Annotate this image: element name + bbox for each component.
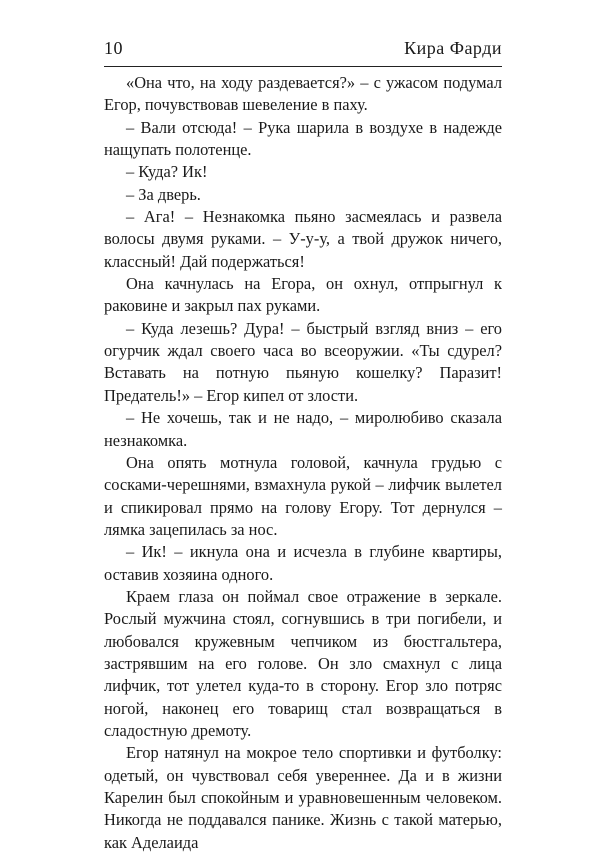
paragraph: Краем глаза он поймал свое отражение в зеркале. Рослый мужчина стоял, согнувшись в три погибели, и любовался кружевным чепчиком из бюстгальтера, застрявшим на его голове. Он зло смахнул с лица лифчик, тот улетел куда-то в сторону. Егор зло потряс ногой, наконец его товарищ стал возвращаться в сладостную дремоту. [104,586,502,740]
author-name: Кира Фарди [404,38,502,58]
header-rule [104,66,502,67]
paragraph: – Не хочешь, так и не надо, – миролюбиво сказала незнакомка. [104,408,502,450]
paragraph: – Ага! – Незнакомка пьяно засмеялась и развела волосы двумя руками. – У-у-у, а твой дружок ничего, классный! Дай подержаться! [104,207,502,271]
paragraph: – Вали отсюда! – Рука шарила в воздухе в надежде нащупать полотенце. [104,117,502,160]
paragraph: «Она что, на ходу раздевается?» – с ужасом подумал Егор, почувствовав шевеление в паху. [104,73,502,115]
paragraph: Она опять мотнула головой, качнула грудью с сосками-черешнями, взмахнула рукой – лифчик вылетел и спикировал прямо на голову Егору. Тот дернулся – лямка зацепилась за нос. [104,452,502,539]
body-text [104,72,502,854]
paragraph: – За дверь. [126,184,201,204]
paragraph: Она качнулась на Егора, он охнул, отпрыгнул к раковине и закрыл пах руками. [104,274,502,316]
paragraph: – Ик! – икнула она и исчезла в глубине квартиры, оставив хозяина одного. [104,542,502,584]
paragraph: – Куда лезешь? Дура! – быстрый взгляд вниз – его огурчик ждал своего часа во всеоружии. «Ты сдурел? Вставать на потную пьяную кошелку? Паразит! Предатель!» – Егор кипел от злости. [104,318,502,405]
paragraph: – Куда? Ик! [126,162,208,182]
running-head [104,38,502,62]
page-number: 10 [104,38,123,58]
paragraph: Егор натянул на мокрое тело спортивки и футболку: одетый, он чувствовал себя увереннее. Да и в жизни Карелин был спокойным и уравновешенным человеком. Никогда не поддавался панике. Жизнь с такой матерью, как Аделаида [104,743,502,852]
